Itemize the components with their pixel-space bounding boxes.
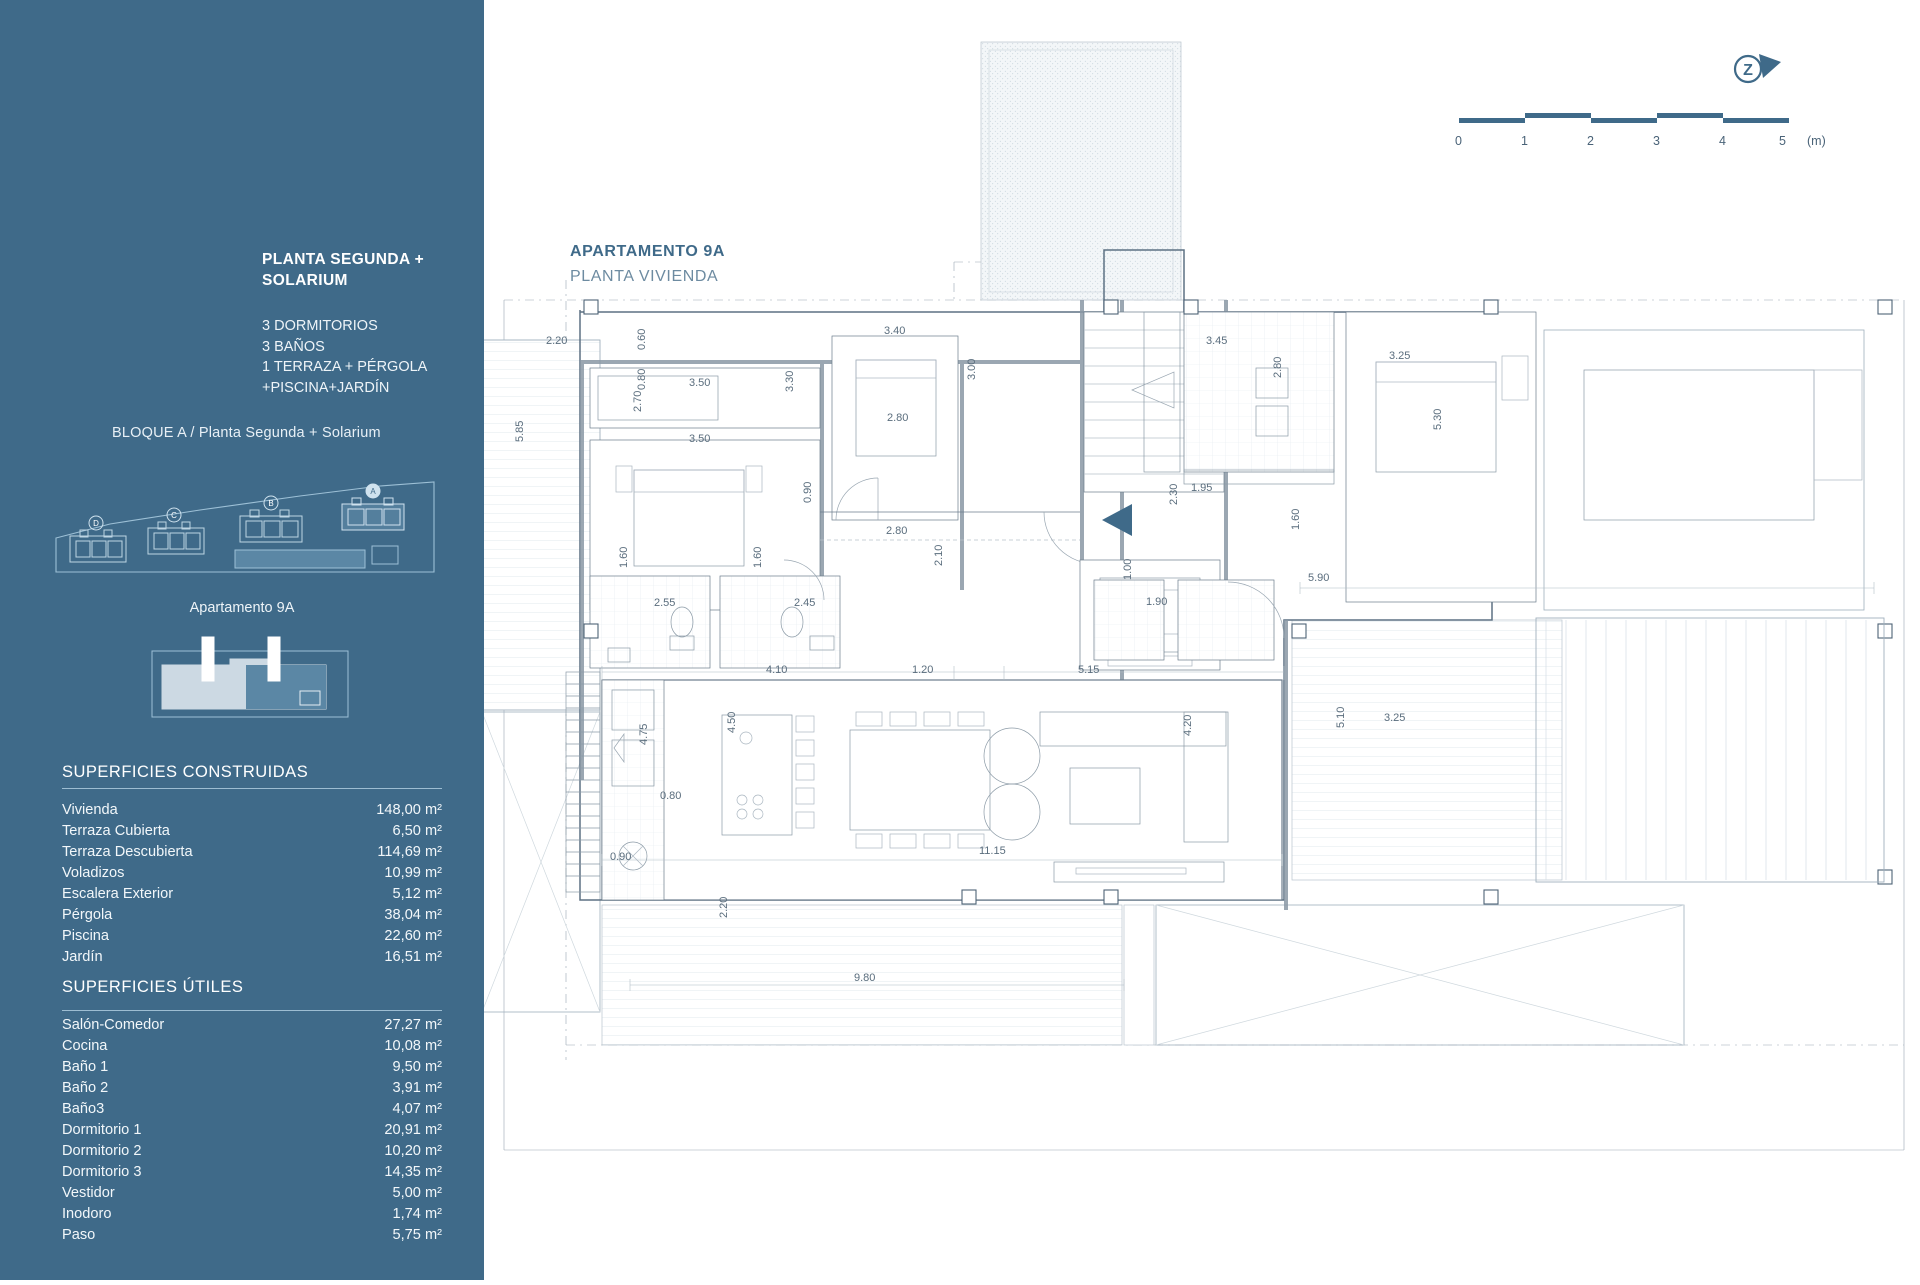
scale-tick: 3 [1653, 134, 1660, 148]
block-diagram [50, 468, 440, 583]
surface-row [62, 1183, 442, 1204]
row-value: 22,60 m² [384, 928, 442, 944]
surface-row [62, 884, 442, 905]
surface-row [62, 926, 442, 947]
row-name: Baño3 [62, 1101, 105, 1117]
scale-tick: 4 [1719, 134, 1726, 148]
row-value: 1,74 m² [392, 1206, 442, 1222]
dimension-label: 2.80 [886, 525, 908, 537]
row-name: Vivienda [62, 802, 118, 818]
scale-tick: 2 [1587, 134, 1594, 148]
summary-line-3: +PISCINA+JARDÍN [262, 379, 390, 396]
dimension-label: 3.25 [1384, 712, 1406, 724]
scale-unit: (m) [1807, 134, 1826, 148]
sidebar-title [262, 250, 472, 292]
summary-line-2: 1 TERRAZA + PÉRGOLA [262, 359, 428, 376]
dimension-label: 3.40 [884, 325, 906, 337]
surface-row [62, 842, 442, 863]
section-heading-utiles: SUPERFICIES ÚTILES [62, 978, 244, 996]
dimension-label: 0.90 [802, 481, 814, 503]
dimension-label: 2.70 [632, 390, 644, 412]
row-value: 5,75 m² [392, 1227, 442, 1243]
block-label: BLOQUE A / Planta Segunda + Solarium [112, 425, 381, 441]
row-value: 10,20 m² [384, 1143, 442, 1159]
row-name: Piscina [62, 928, 110, 944]
dimension-label: 3.00 [966, 358, 978, 380]
row-value: 9,50 m² [392, 1059, 442, 1075]
dimension-label: 1.60 [752, 546, 764, 568]
dimension-label: 3.25 [1389, 350, 1411, 362]
row-name: Voladizos [62, 865, 125, 881]
svg-text:D: D [93, 519, 99, 528]
row-name: Vestidor [62, 1185, 115, 1201]
dimension-label: 5.15 [1078, 664, 1100, 676]
dimension-label: 5.90 [1308, 572, 1330, 584]
scale-tick: 1 [1521, 134, 1528, 148]
row-name: Baño 1 [62, 1059, 109, 1075]
surface-row [62, 1036, 442, 1057]
surface-row [62, 1141, 442, 1162]
sidebar [0, 0, 484, 1280]
svg-text:A: A [370, 487, 376, 496]
dimension-label: 4.75 [638, 723, 650, 745]
dimension-label: 2.30 [1168, 483, 1180, 505]
row-name: Terraza Descubierta [62, 844, 193, 860]
dimension-label: 2.80 [1272, 356, 1284, 378]
row-name: Salón-Comedor [62, 1017, 165, 1033]
row-name: Inodoro [62, 1206, 112, 1222]
dimension-label: 2.45 [794, 597, 816, 609]
row-value: 3,91 m² [392, 1080, 442, 1096]
row-name: Jardín [62, 949, 103, 965]
row-name: Paso [62, 1227, 96, 1243]
row-value: 14,35 m² [384, 1164, 442, 1180]
dimension-label: 5.30 [1432, 408, 1444, 430]
dimension-label: 1.20 [912, 664, 934, 676]
surface-row [62, 1057, 442, 1078]
scale-tick: 0 [1455, 134, 1462, 148]
sidebar-title-line1: PLANTA SEGUNDA + [262, 251, 425, 268]
row-name: Terraza Cubierta [62, 823, 170, 839]
summary-line-1: 3 BAÑOS [262, 338, 325, 355]
svg-text:C: C [171, 511, 177, 520]
row-name: Dormitorio 3 [62, 1164, 142, 1180]
dimension-label: 4.20 [1182, 714, 1194, 736]
surface-row [62, 1225, 442, 1246]
row-value: 38,04 m² [384, 907, 442, 923]
scale-tick: 5 [1779, 134, 1786, 148]
surface-row [62, 1015, 442, 1036]
row-value: 10,08 m² [384, 1038, 442, 1054]
dimension-label: 0.60 [636, 328, 648, 350]
surface-row [62, 905, 442, 926]
dimension-label: 1.00 [1122, 558, 1134, 580]
dimension-label: 3.45 [1206, 335, 1228, 347]
row-value: 4,07 m² [392, 1101, 442, 1117]
dimension-label: 3.30 [784, 370, 796, 392]
section-divider [62, 1010, 442, 1011]
dimension-label: 2.55 [654, 597, 676, 609]
apartment-keyplan [150, 625, 350, 735]
row-name: Baño 2 [62, 1080, 109, 1096]
row-value: 6,50 m² [392, 823, 442, 839]
floorplan-panel [484, 0, 1920, 1280]
dimension-label: 2.80 [887, 412, 909, 424]
row-value: 5,12 m² [392, 886, 442, 902]
surface-row [62, 1162, 442, 1183]
surface-row [62, 1204, 442, 1225]
dimension-label: 1.90 [1146, 596, 1168, 608]
dimension-label: 2.20 [546, 335, 568, 347]
dimension-label: 11.15 [979, 845, 1006, 857]
plan-subtitle: PLANTA VIVIENDA [570, 268, 719, 285]
surface-row [62, 863, 442, 884]
dimension-label: 5.85 [514, 420, 526, 442]
surface-row [62, 1099, 442, 1120]
dimension-label: 2.20 [718, 896, 730, 918]
row-value: 16,51 m² [384, 949, 442, 965]
apartment-label: Apartamento 9A [189, 600, 295, 616]
dimension-label: 1.60 [618, 546, 630, 568]
dimension-label: 0.80 [660, 790, 682, 802]
row-name: Dormitorio 1 [62, 1122, 142, 1138]
row-name: Escalera Exterior [62, 886, 174, 902]
surface-row [62, 947, 442, 968]
plan-title: APARTAMENTO 9A [570, 243, 726, 260]
dimension-label: 3.50 [689, 433, 711, 445]
floorplan-drawing [484, 0, 1920, 1280]
row-value: 114,69 m² [377, 844, 442, 860]
row-name: Pérgola [62, 907, 113, 923]
dimension-label: 4.10 [766, 664, 788, 676]
row-value: 148,00 m² [376, 802, 442, 818]
surface-row [62, 821, 442, 842]
section-heading-construidas: SUPERFICIES CONSTRUIDAS [62, 763, 442, 789]
sidebar-summary [262, 316, 482, 398]
row-value: 5,00 m² [392, 1185, 442, 1201]
svg-text:B: B [268, 499, 274, 508]
row-name: Cocina [62, 1038, 108, 1054]
sidebar-title-line2: SOLARIUM [262, 271, 348, 289]
dimension-label: 5.10 [1335, 706, 1347, 728]
row-value: 27,27 m² [384, 1017, 442, 1033]
dimension-label: 2.10 [933, 544, 945, 566]
dimension-label: 9.80 [854, 972, 876, 984]
surface-row [62, 800, 442, 821]
svg-text:Z: Z [1743, 62, 1753, 79]
surface-row [62, 1120, 442, 1141]
dimension-label: 3.50 [689, 377, 711, 389]
dimension-label: 0.90 [610, 851, 632, 863]
dimension-label: 0.80 [636, 368, 648, 390]
row-value: 20,91 m² [384, 1122, 442, 1138]
row-name: Dormitorio 2 [62, 1143, 142, 1159]
row-value: 10,99 m² [384, 865, 442, 881]
dimension-label: 1.95 [1191, 482, 1213, 494]
surface-row [62, 1078, 442, 1099]
dimension-label: 4.50 [726, 711, 738, 733]
summary-line-0: 3 DORMITORIOS [262, 318, 378, 334]
dimension-label: 1.60 [1290, 508, 1302, 530]
